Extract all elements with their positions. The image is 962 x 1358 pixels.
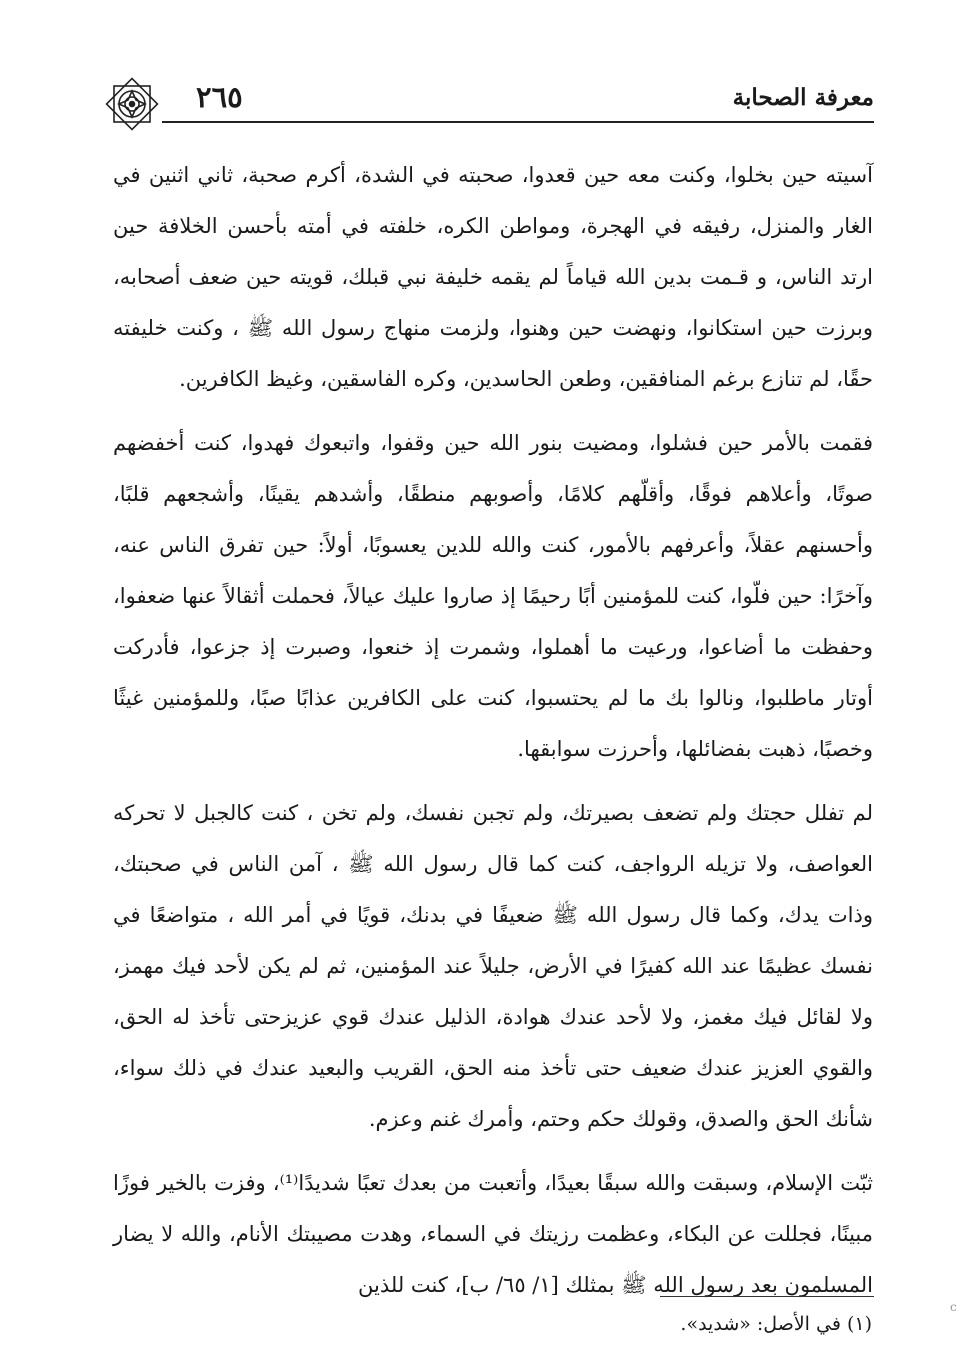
paragraph-3: لم تفلل حجتك ولم تضعف بصيرتك، ولم تجبن نفسك، ولم تخن ، كنت كالجبل لا تحركه العواصف، ولا تزيله الرواجف، كنت كما قال رسول الله ﷺ ، آمن الناس في صحبتك، وذات يدك، وكما قال رسول الله ﷺ ضعيفًا في بدنك، قويًا في أمر الله ، متواضعًا في نفسك عظيمًا عند الله كفيرًا في الأرض، جليلاً عند المؤمنين، ثم لم يكن لأحد فيك مهمز، ولا لقائل فيك مغمز، ولا لأحد عندك هوادة، الذليل عندك قوي عزيزحتى تأخذ له الحق، والقوي العزيز عندك ضعيف حتى تأخذ منه الحق، القريب والبعيد عندك في ذلك سواء، شأنك الحق والصدق، وقولك حكم وحتم، وأمرك غنم وعزم. [113, 801, 873, 1131]
book-title: معرفة الصحابة [732, 84, 874, 111]
page-number: ٢٦٥ [196, 80, 243, 114]
edge-mark: c [950, 1300, 957, 1314]
body-text [113, 150, 873, 1311]
footnote-divider [660, 1296, 874, 1297]
footnote: (١) في الأصل: «شديد». [680, 1313, 872, 1335]
page-header [100, 80, 874, 124]
paragraph-4: ثبّت الإسلام، وسبقت والله سبقًا بعيدًا، وأتعبت من بعدك تعبًا شديدًا⁽¹⁾، وفزت بالخير فوزًا مبينًا، فجللت عن البكاء، وعظمت رزيتك في السماء، وهدت مصيبتك الأنام، والله لا يضار المسلمون بعد رسول الله ﷺ بمثلك [١/ ٦٥/ ب]، كنت للذين [113, 1171, 874, 1297]
ornament-star-icon [100, 72, 164, 136]
paragraph-2: فقمت بالأمر حين فشلوا، ومضيت بنور الله حين وقفوا، واتبعوك فهدوا، كنت أخفضهم صوتًا، وأعلاهم فوقًا، وأقلّهم كلامًا، وأصوبهم منطقًا، وأشدهم يقينًا، وأشجعهم قلبًا، وأحسنهم عقلاً، وأعرفهم بالأمور، كنت والله للدين يعسوبًا، أولاً: حين تفرق الناس عنه، وآخرًا: حين فلّوا، كنت للمؤمنين أبًا رحيمًا إذ صاروا عليك عيالاً، فحملت أثقالاً عنها ضعفوا، وحفظت ما أضاعوا، ورعيت ما أهملوا، وشمرت إذ خنعوا، وصبرت إذ جزعوا، فأدركت أوتار ماطلبوا، ونالوا بك ما لم يحتسبوا، كنت على الكافرين عذابًا صبًا، وللمؤمنين غيثًا وخصبًا، ذهبت بفضائلها، وأحرزت سوابقها. [113, 431, 873, 761]
paragraph-1: آسيته حين بخلوا، وكنت معه حين قعدوا، صحبته في الشدة، أكرم صحبة، ثاني اثنين في الغار والمنزل، رفيقه في الهجرة، ومواطن الكره، خلفته في أمته بأحسن الخلافة حين ارتد الناس، و قـمت بدين الله قياماً لم يقمه خليفة نبي قبلك، قويته حين ضعف أصحابه، وبرزت حين استكانوا، ونهضت حين وهنوا، ولزمت منهاج رسول الله ﷺ ، وكنت خليفته حقًا، لم تنازع برغم المنافقين، وطعن الحاسدين، وكره الفاسقين، وغيظ الكافرين. [113, 163, 873, 391]
header-divider [162, 121, 874, 123]
